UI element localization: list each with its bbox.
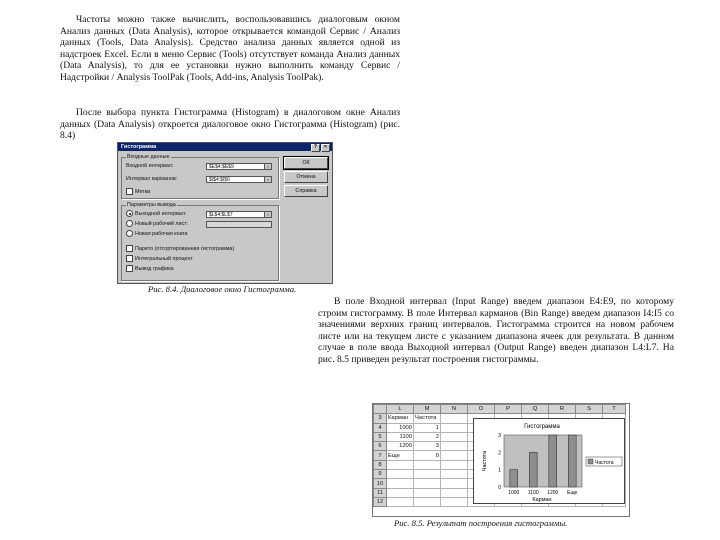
figure-caption-8-4: Рис. 8.4. Диалоговое окно Гистограмма. — [148, 284, 297, 294]
figure-caption-8-5: Рис. 8.5. Результат построения гистограммы. — [394, 518, 568, 528]
column-header[interactable]: R — [549, 405, 576, 414]
new-book-label: Новая рабочая книга — [135, 231, 188, 237]
cancel-button[interactable]: Отмена — [284, 171, 328, 183]
new-book-radio[interactable] — [126, 230, 188, 238]
cumulative-checkbox[interactable] — [126, 255, 193, 263]
bin-cell[interactable]: 1000 — [387, 423, 414, 432]
row-header[interactable]: 8 — [374, 460, 387, 469]
output-range-field[interactable] — [206, 211, 272, 218]
header-cell-bin[interactable]: Карман — [387, 414, 414, 423]
y-tick-label: 3 — [498, 433, 501, 439]
help-button[interactable]: Справка — [284, 185, 328, 197]
histogram-bar — [529, 452, 537, 487]
freq-cell[interactable]: 0 — [414, 451, 441, 460]
new-sheet-radio[interactable] — [126, 220, 188, 228]
row-header[interactable]: 5 — [374, 432, 387, 441]
input-data-group — [121, 154, 279, 199]
histogram-dialog — [117, 142, 333, 284]
row-header[interactable]: 4 — [374, 423, 387, 432]
output-range-value: $L$4:$L$7 — [209, 212, 233, 218]
checkbox-icon[interactable] — [126, 245, 133, 252]
chart-output-label: Вывод графика — [135, 266, 174, 272]
freq-cell[interactable]: 3 — [414, 442, 441, 451]
radio-icon[interactable] — [126, 220, 133, 227]
chart-title: Гистограмма — [524, 424, 560, 430]
bin-cell[interactable]: 1200 — [387, 442, 414, 451]
range-picker-icon[interactable]: ▪ — [264, 212, 271, 217]
corner-cell[interactable] — [374, 405, 387, 414]
new-sheet-field[interactable] — [206, 221, 272, 228]
pareto-checkbox[interactable] — [126, 245, 234, 253]
histogram-chart[interactable] — [473, 418, 625, 504]
row-header[interactable]: 6 — [374, 442, 387, 451]
dialog-title: Гистограмма — [121, 144, 157, 150]
output-range-radio[interactable] — [126, 210, 186, 218]
column-header[interactable]: N — [441, 405, 468, 414]
ok-button[interactable]: ОК — [284, 157, 328, 169]
row-header[interactable]: 10 — [374, 479, 387, 488]
input-range-label: Входной интервал: — [126, 163, 174, 169]
help-icon[interactable]: ? — [311, 144, 320, 152]
radio-icon[interactable] — [126, 230, 133, 237]
legend-swatch — [588, 459, 593, 464]
chart-output-checkbox[interactable] — [126, 265, 174, 273]
input-range-field[interactable] — [206, 163, 272, 170]
legend-label: Частота — [595, 460, 614, 466]
column-header[interactable]: S — [576, 405, 603, 414]
row-header[interactable]: 12 — [374, 497, 387, 506]
column-header-row — [374, 405, 626, 414]
range-picker-icon[interactable]: ▪ — [264, 177, 271, 182]
x-tick-label: 1000 — [508, 490, 520, 496]
row-header[interactable]: 3 — [374, 414, 387, 423]
x-tick-label: 1200 — [547, 490, 559, 496]
histogram-paragraph: После выбора пункта Гистограмма (Histogram) в диалоговом окне Анализ данных (Data Analysis) откроется диалоговое окно Гистограмма (Histogram) (рис. 8.4) — [60, 107, 400, 142]
column-header[interactable]: O — [468, 405, 495, 414]
column-header[interactable]: T — [603, 405, 626, 414]
radio-icon[interactable] — [126, 210, 133, 217]
bin-cell[interactable]: 1100 — [387, 432, 414, 441]
header-cell-freq[interactable]: Частота — [414, 414, 441, 423]
bin-range-field[interactable] — [206, 176, 272, 183]
y-tick-label: 1 — [498, 467, 501, 474]
new-sheet-label: Новый рабочий лист: — [135, 221, 189, 227]
histogram-chart-svg — [474, 419, 624, 503]
row-header[interactable]: 7 — [374, 451, 387, 460]
labels-checkbox-label: Метки — [135, 189, 151, 195]
labels-checkbox[interactable] — [126, 188, 150, 196]
y-axis-label: Частота — [482, 450, 488, 472]
checkbox-icon[interactable] — [126, 188, 133, 195]
bin-cell[interactable]: Еще — [387, 451, 414, 460]
column-header[interactable]: L — [387, 405, 414, 414]
checkbox-icon[interactable] — [126, 255, 133, 262]
bin-range-value: $I$4:$I$6 — [209, 177, 230, 183]
output-options-group-label: Параметры вывода — [127, 202, 176, 208]
freq-cell[interactable]: 1 — [414, 423, 441, 432]
x-axis-label: Карман — [532, 497, 552, 503]
y-tick-label: 0 — [498, 485, 501, 491]
column-header[interactable]: Q — [522, 405, 549, 414]
intro-paragraph: Частоты можно также вычислить, воспользовавшись диалоговым окном Анализ данных (Data Analysis), которое открывается командой Сервис / Анализ данных (Tools, Data Analysis). Средство анализа данных является одной из надстроек Excel. Если в меню Сервис (Tools) отсутствует команда Анализ данных (Data Analysis), то для ее установки нужно выполнить команду Сервис / Надстройки / Analysis ToolPak (Tools, Add-ins, Analysis ToolPak). — [60, 14, 400, 83]
column-header[interactable]: M — [414, 405, 441, 414]
histogram-bar — [568, 435, 576, 487]
x-tick-label: 1100 — [527, 490, 539, 496]
pareto-label: Парето (отсортированная гистограмма) — [135, 246, 235, 252]
dialog-titlebar[interactable] — [118, 143, 332, 151]
row-header[interactable]: 9 — [374, 470, 387, 479]
y-tick-label: 2 — [498, 450, 501, 457]
input-data-group-label: Входные данные — [127, 154, 170, 160]
x-tick-label: Еще — [567, 490, 578, 496]
cumulative-label: Интегральный процент — [135, 256, 193, 262]
range-picker-icon[interactable]: ▪ — [264, 164, 271, 169]
histogram-bar — [510, 470, 518, 487]
output-range-label: Выходной интервал: — [135, 211, 187, 217]
close-icon[interactable]: × — [321, 144, 330, 152]
column-header[interactable]: P — [495, 405, 522, 414]
input-range-value: $E$4:$E$9 — [209, 164, 234, 170]
freq-cell[interactable]: 2 — [414, 432, 441, 441]
bin-range-label: Интервал карманов: — [126, 176, 178, 182]
checkbox-icon[interactable] — [126, 265, 133, 272]
histogram-bar — [549, 435, 557, 487]
output-options-group — [121, 202, 279, 281]
row-header[interactable]: 11 — [374, 488, 387, 497]
range-paragraph: В поле Входной интервал (Input Range) введем диапазон E4:E9, по которому строим гистограмму. В поле Интервал карманов (Bin Range) введем диапазон I4:I5 со значениями верхних границ интервалов. Гистограмма строится на новом рабочем листе или на текущем листе с указанием диапазона ячеек для результата. В данном случае в поле ввода Выходной интервал (Output Range) введен диапазон L4:L7. На рис. 8.5 приведен результат построения гистограммы. — [318, 296, 674, 365]
